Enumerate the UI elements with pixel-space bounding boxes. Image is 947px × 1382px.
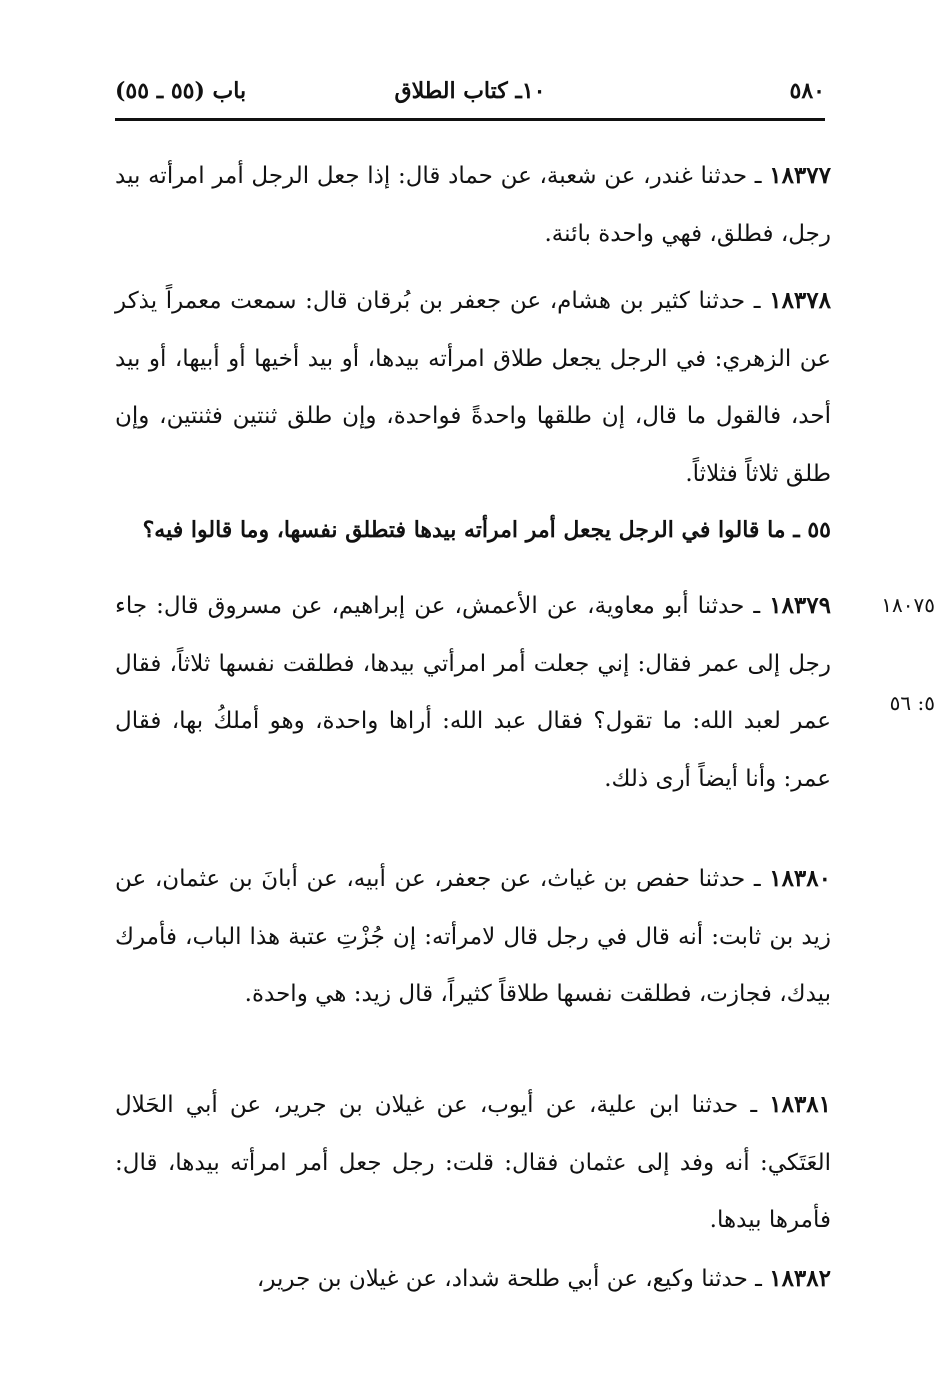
hadith-paragraph: [115, 577, 831, 808]
hadith-number: ١٨٣٨٢: [769, 1265, 831, 1292]
hadith-number: ١٨٣٧٩: [769, 592, 831, 619]
hadith-paragraph: [115, 272, 831, 503]
chapter-label: باب (٥٥ ـ ٥٥): [115, 78, 247, 104]
hadith-number: ١٨٣٨٠: [769, 865, 831, 892]
hadith-number: ١٨٣٧٧: [769, 162, 831, 189]
hadith-paragraph: [115, 147, 831, 263]
running-header: [115, 72, 825, 112]
header-rule: [115, 118, 825, 121]
hadith-text: ـ حدثنا غندر، عن شعبة، عن حماد قال: إذا جعل الرجل أمر امرأته بيد رجل، فطلق، فهي واحدة بائنة.: [115, 163, 831, 247]
margin-ref-volume: ٥: ٥٦: [889, 691, 935, 715]
hadith-text: ـ حدثنا كثير بن هشام، عن جعفر بن بُرقان قال: سمعت معمراً يذكر عن الزهري: في الرجل يجعل طلاق امرأته بيدها، أو بيد أخيها أو أبيها، أو بيد أحد، فالقول ما قال، إن طلقها واحدةً فواحدة، وإن طلق ثنتين فثنتين، وإن طلق ثلاثاً فثلاثاً.: [115, 288, 831, 487]
book-title: ١٠ـ كتاب الطلاق: [394, 78, 546, 104]
margin-ref-number: ١٨٠٧٥: [881, 593, 935, 617]
hadith-text: ـ حدثنا ابن علية، عن أيوب، عن غيلان بن جرير، عن أبي الحَلال العَتَكي: أنه وفد إلى عثمان فقال: قلت: رجل جعل أمر امرأته بيدها، قال: فأمرها بيدها.: [115, 1092, 831, 1233]
hadith-text: ـ حدثنا وكيع، عن أبي طلحة شداد، عن غيلان بن جرير،: [256, 1266, 762, 1292]
hadith-paragraph: [115, 1250, 831, 1309]
hadith-text: ـ حدثنا حفص بن غياث، عن جعفر، عن أبيه، عن أبانَ بن عثمان، عن زيد بن ثابت: أنه قال في رجل قال لامرأته: إن جُزْتِ عتبة هذا الباب، فأمرك بيدك، فجازت، فطلقت نفسها طلاقاً كثيراً، قال زيد: هي واحدة.: [115, 866, 831, 1007]
hadith-paragraph: [115, 850, 831, 1024]
page-number: ٥٨٠: [789, 78, 825, 104]
hadith-paragraph: [115, 1076, 831, 1250]
hadith-number: ١٨٣٧٨: [769, 287, 831, 314]
hadith-number: ١٨٣٨١: [769, 1091, 832, 1118]
hadith-text: ـ حدثنا أبو معاوية، عن الأعمش، عن إبراهيم، عن مسروق قال: جاء رجل إلى عمر فقال: إني جعلت أمر امرأتي بيدها، فطلقت نفسها ثلاثاً، فقال عمر لعبد الله: ما تقول؟ فقال عبد الله: أراها واحدة، وهو أملكُ بها، فقال عمر: وأنا أيضاً أرى ذلك.: [115, 593, 831, 792]
section-heading: ٥٥ ـ ما قالوا في الرجل يجعل أمر امرأته بيدها فتطلق نفسها، وما قالوا فيه؟: [142, 517, 831, 543]
